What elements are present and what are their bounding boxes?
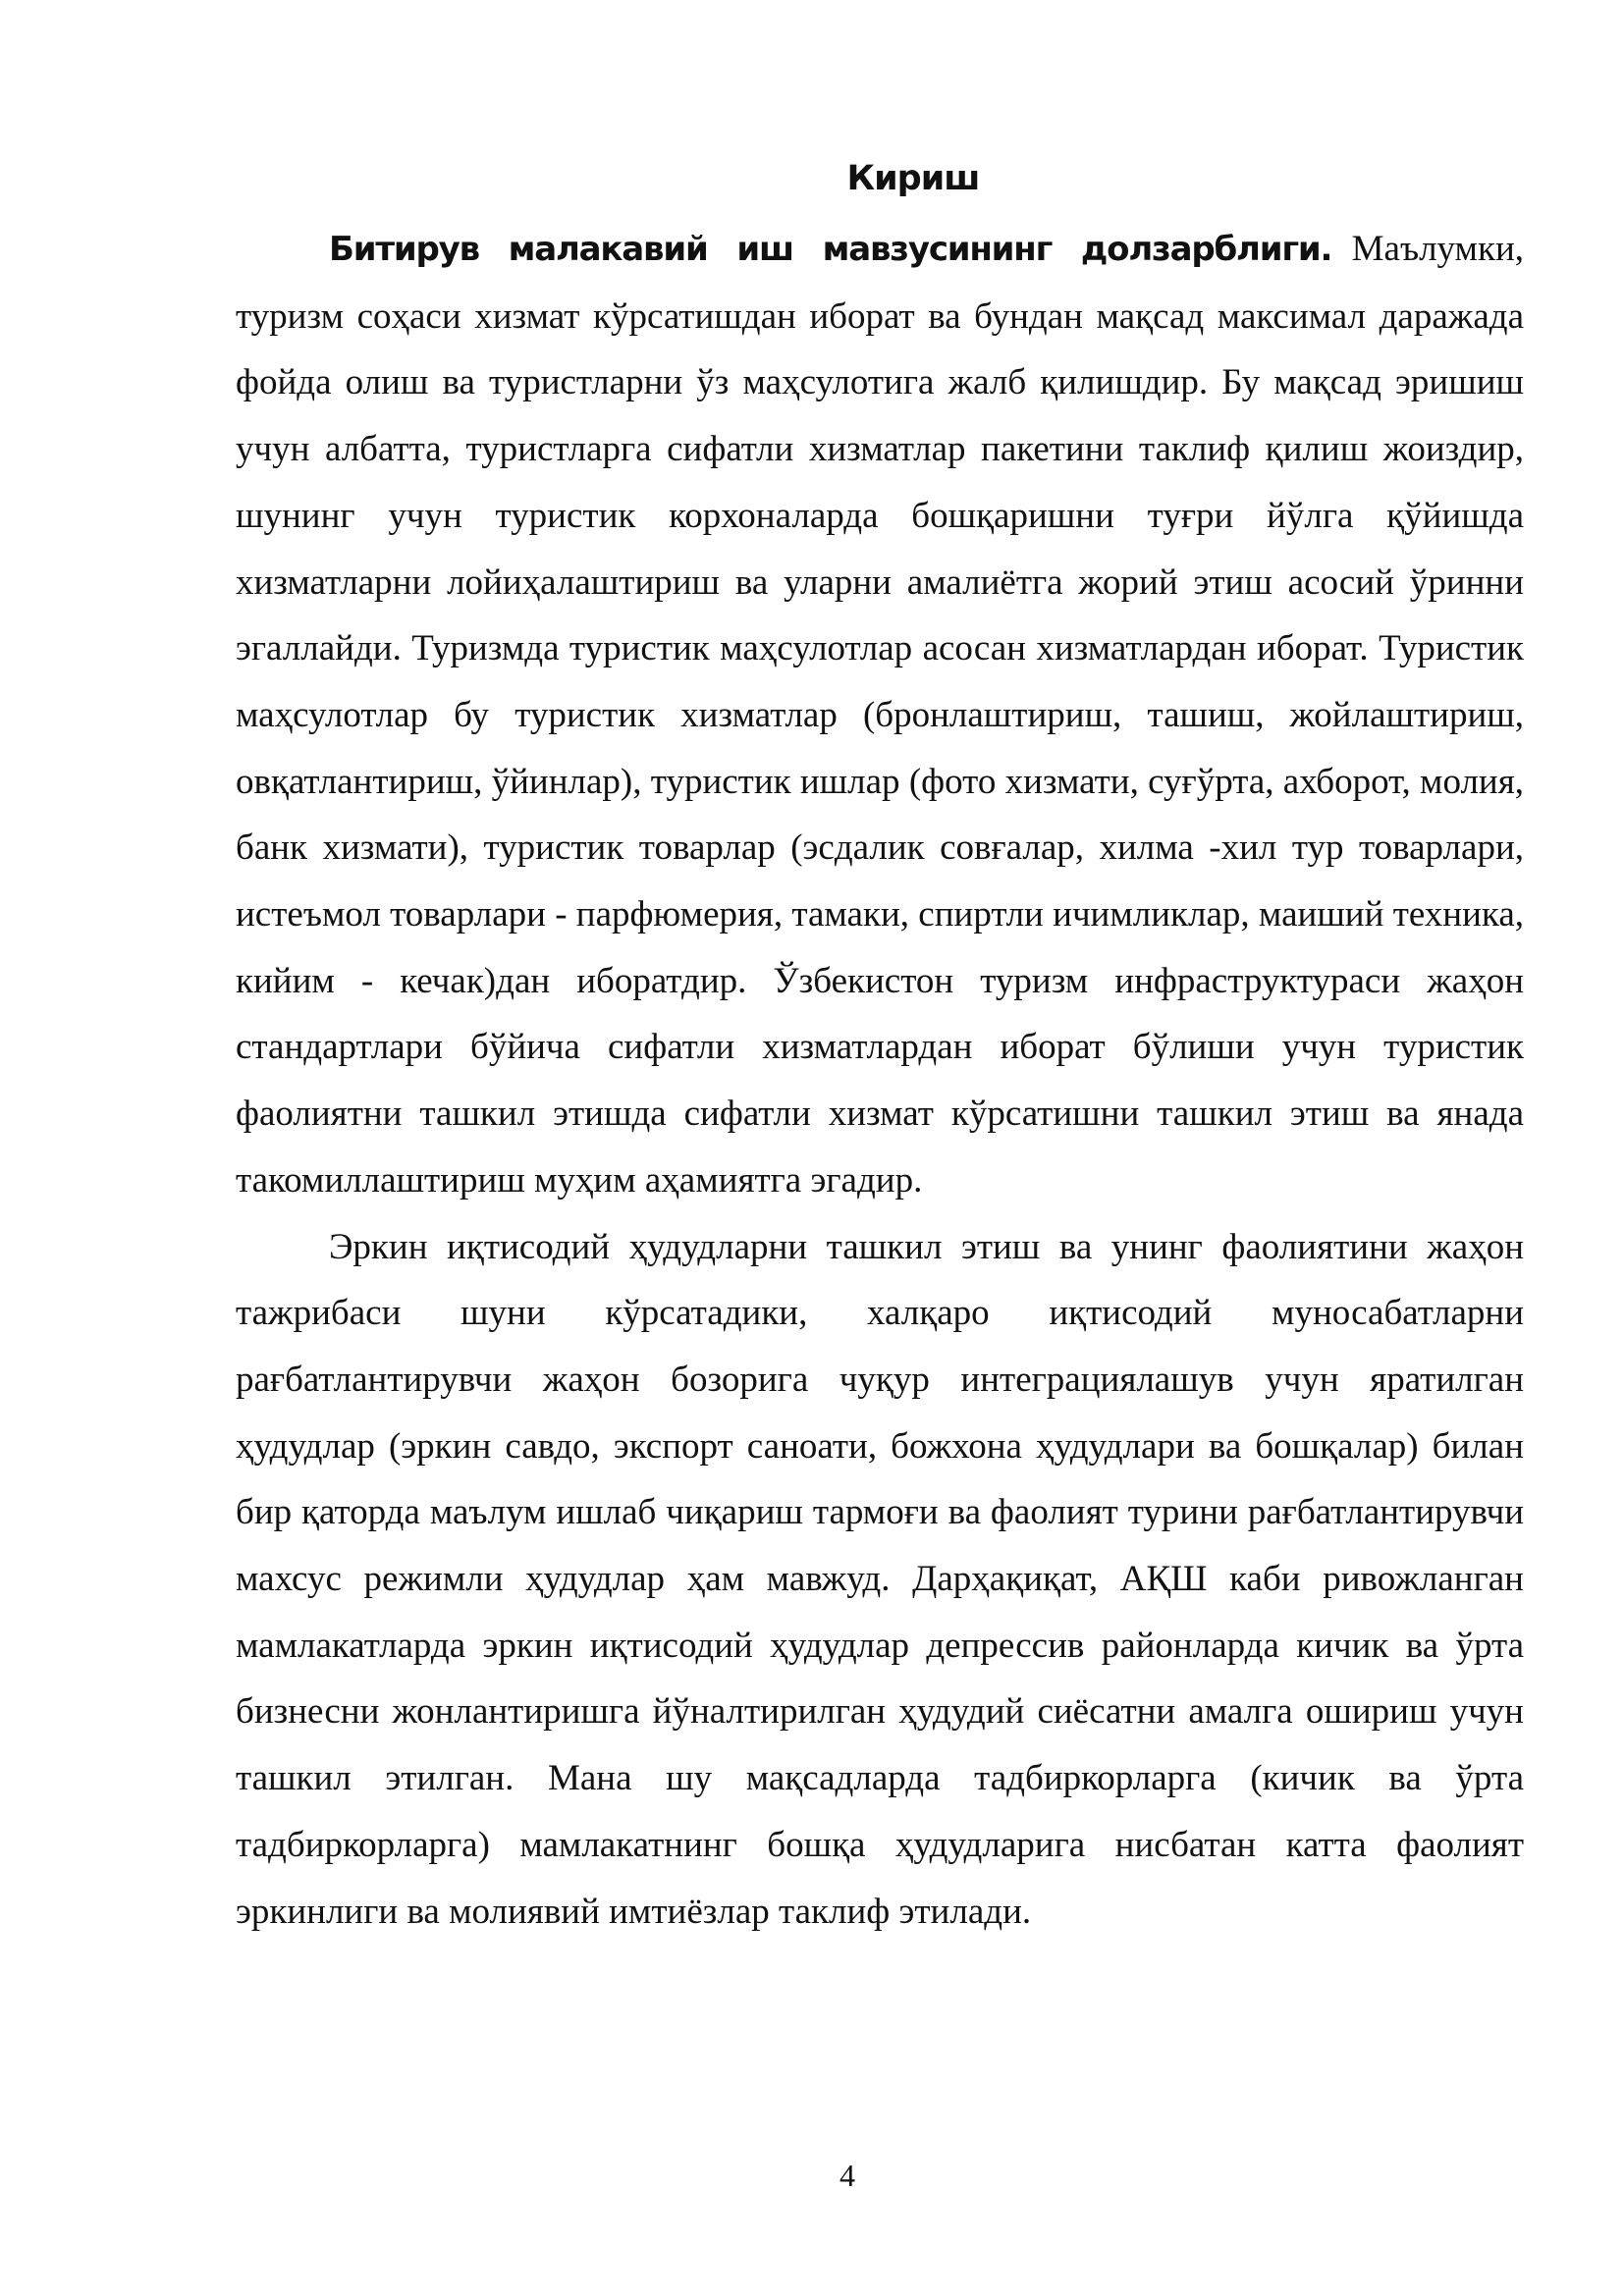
paragraph-relevance <box>236 216 1524 1214</box>
paragraph-body: Эркин иқтисодий ҳудудларни ташкил этиш ва унинг фаолиятини жаҳон тажрибаси шуни кўрсатадики, халқаро иқтисодий муносабатларни рағбатлантирувчи жаҳон бозорига чуқур интеграциялашув учун яратилган ҳудудлар (эркин савдо, экспорт саноати, божхона ҳудудлари ва бошқалар) билан бир қаторда маълум ишлаб чиқариш тармоғи ва фаолият турини рағбатлантирувчи махсус режимли ҳудудлар ҳам мавжуд. Дарҳақиқат, АҚШ каби ривожланган мамлакатларда эркин иқтисодий ҳудудлар депрессив районларда кичик ва ўрта бизнесни жонлантиришга йўналтирилган ҳудудий сиёсатни амалга ошириш учун ташкил этилган. Мана шу мақсадларда тадбиркорларга (кичик ва ўрта тадбиркорларга) мамлакатнинг бошқа ҳудудларига нисбатан катта фаолият эркинлиги ва молиявий имтиёзлар таклиф этилади. <box>236 1226 1524 1932</box>
paragraph-free-economic-zones <box>236 1214 1524 1946</box>
paragraph-lead-bold: Битирув малакавий иш мавзусининг долзарблиги. <box>329 230 1332 269</box>
section-heading: Кириш <box>846 159 980 198</box>
page-number: 4 <box>839 2158 855 2193</box>
paragraph-body: Маълумки, туризм соҳаси хизмат кўрсатишдан иборат ва бундан мақсад максимал даражада фойда олиш ва туристларни ўз маҳсулотига жалб қилишдир. Бу мақсад эришиш учун албатта, туристларга сифатли хизматлар пакетини таклиф қилиш жоиздир, шунинг учун туристик корхоналарда бошқаришни туғри йўлга қўйишда хизматларни лойиҳалаштириш ва уларни амалиётга жорий этиш асосий ўринни эгаллайди. Туризмда туристик маҳсулотлар асосан хизматлардан иборат. Туристик маҳсулотлар бу туристик хизматлар (бронлаштириш, ташиш, жойлаштириш, овқатлантириш, ўйинлар), туристик ишлар (фото хизмати, суғўрта, ахборот, молия, банк хизмати), туристик товарлар (эсдалик совғалар, хилма -хил тур товарлари, истеъмол товарлари - парфюмерия, тамаки, спиртли ичимликлар, маиший техника, кийим - кечак)дан иборатдир. Ўзбекистон туризм инфраструктураси жаҳон стандартлари бўйича сифатли хизматлардан иборат бўлиши учун туристик фаолиятни ташкил этишда сифатли хизмат кўрсатишни ташкил этиш ва янада такомиллаштириш муҳим аҳамиятга эгадир. <box>236 229 1524 1201</box>
page-content <box>236 153 1524 1945</box>
